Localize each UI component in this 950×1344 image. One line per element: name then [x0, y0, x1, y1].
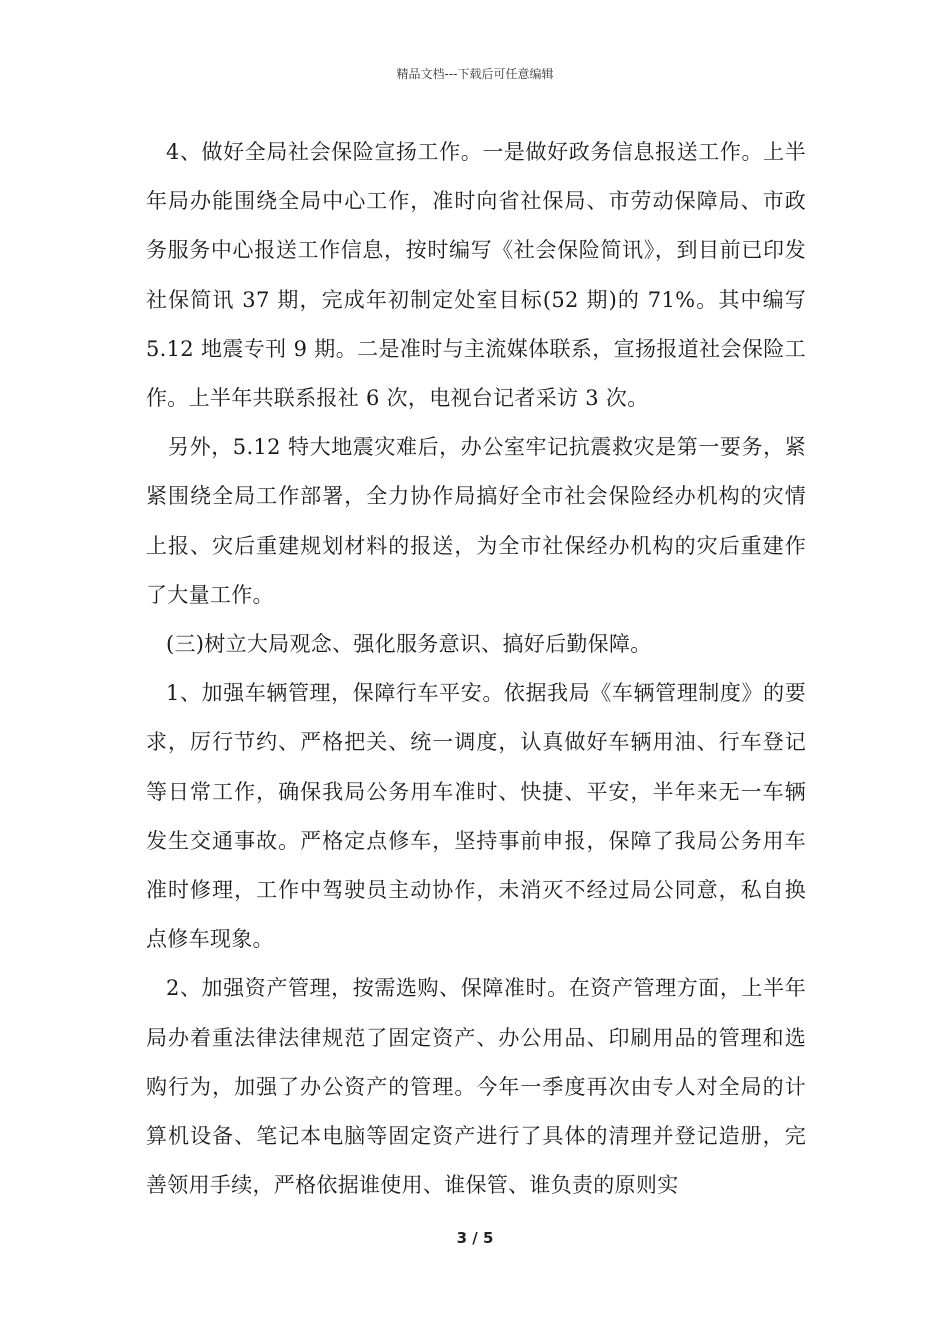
page-header: 精品文档---下载后可任意编辑	[396, 67, 554, 81]
paragraph-asset-management: 2、加强资产管理，按需选购、保障准时。在资产管理方面，上半年局办着重法律法律规范了固定资产、办公用品、印刷用品的管理和选购行为，加强了办公资产的管理。今年一季度再次由专人对全局的计算机设备、笔记本电脑等固定资产进行了具体的清理并登记造册，完善领用手续，严格依据谁使用、谁保管、谁负责的原则实	[146, 976, 806, 1198]
section-heading-logistics: (三)树立大局观念、强化服务意识、搞好后勤保障。	[166, 632, 652, 657]
page-number: 3 / 5	[456, 1229, 494, 1247]
paragraph-earthquake-relief: 另外，5.12 特大地震灾难后，办公室牢记抗震救灾是第一要务，紧紧围绕全局工作部署，全力协作局搞好全市社会保险经办机构的灾情上报、灾后重建规划材料的报送，为全市社保经办机构的灾后重建作了大量工作。	[146, 435, 806, 607]
paragraph-publicity-work: 4、做好全局社会保险宣扬工作。一是做好政务信息报送工作。上半年局办能围绕全局中心工作，准时向省社保局、市劳动保障局、市政务服务中心报送工作信息，按时编写《社会保险简讯》，到目前已印发社保简讯 37 期，完成年初制定处室目标(52 期)的 71%。其中编写 5.12 地震专刊 9 期。二是准时与主流媒体联系，宣扬报道社会保险工作。上半年共联系报社 6 次，电视台记者采访 3 次。	[146, 140, 806, 411]
document-body	[146, 128, 806, 1210]
paragraph-vehicle-management: 1、加强车辆管理，保障行车平安。依据我局《车辆管理制度》的要求，厉行节约、严格把关、统一调度，认真做好车辆用油、行车登记等日常工作，确保我局公务用车准时、快捷、平安，半年来无一车辆发生交通事故。严格定点修车，坚持事前申报，保障了我局公务用车准时修理，工作中驾驶员主动协作，未消灭不经过局公同意，私自换点修车现象。	[146, 681, 806, 952]
